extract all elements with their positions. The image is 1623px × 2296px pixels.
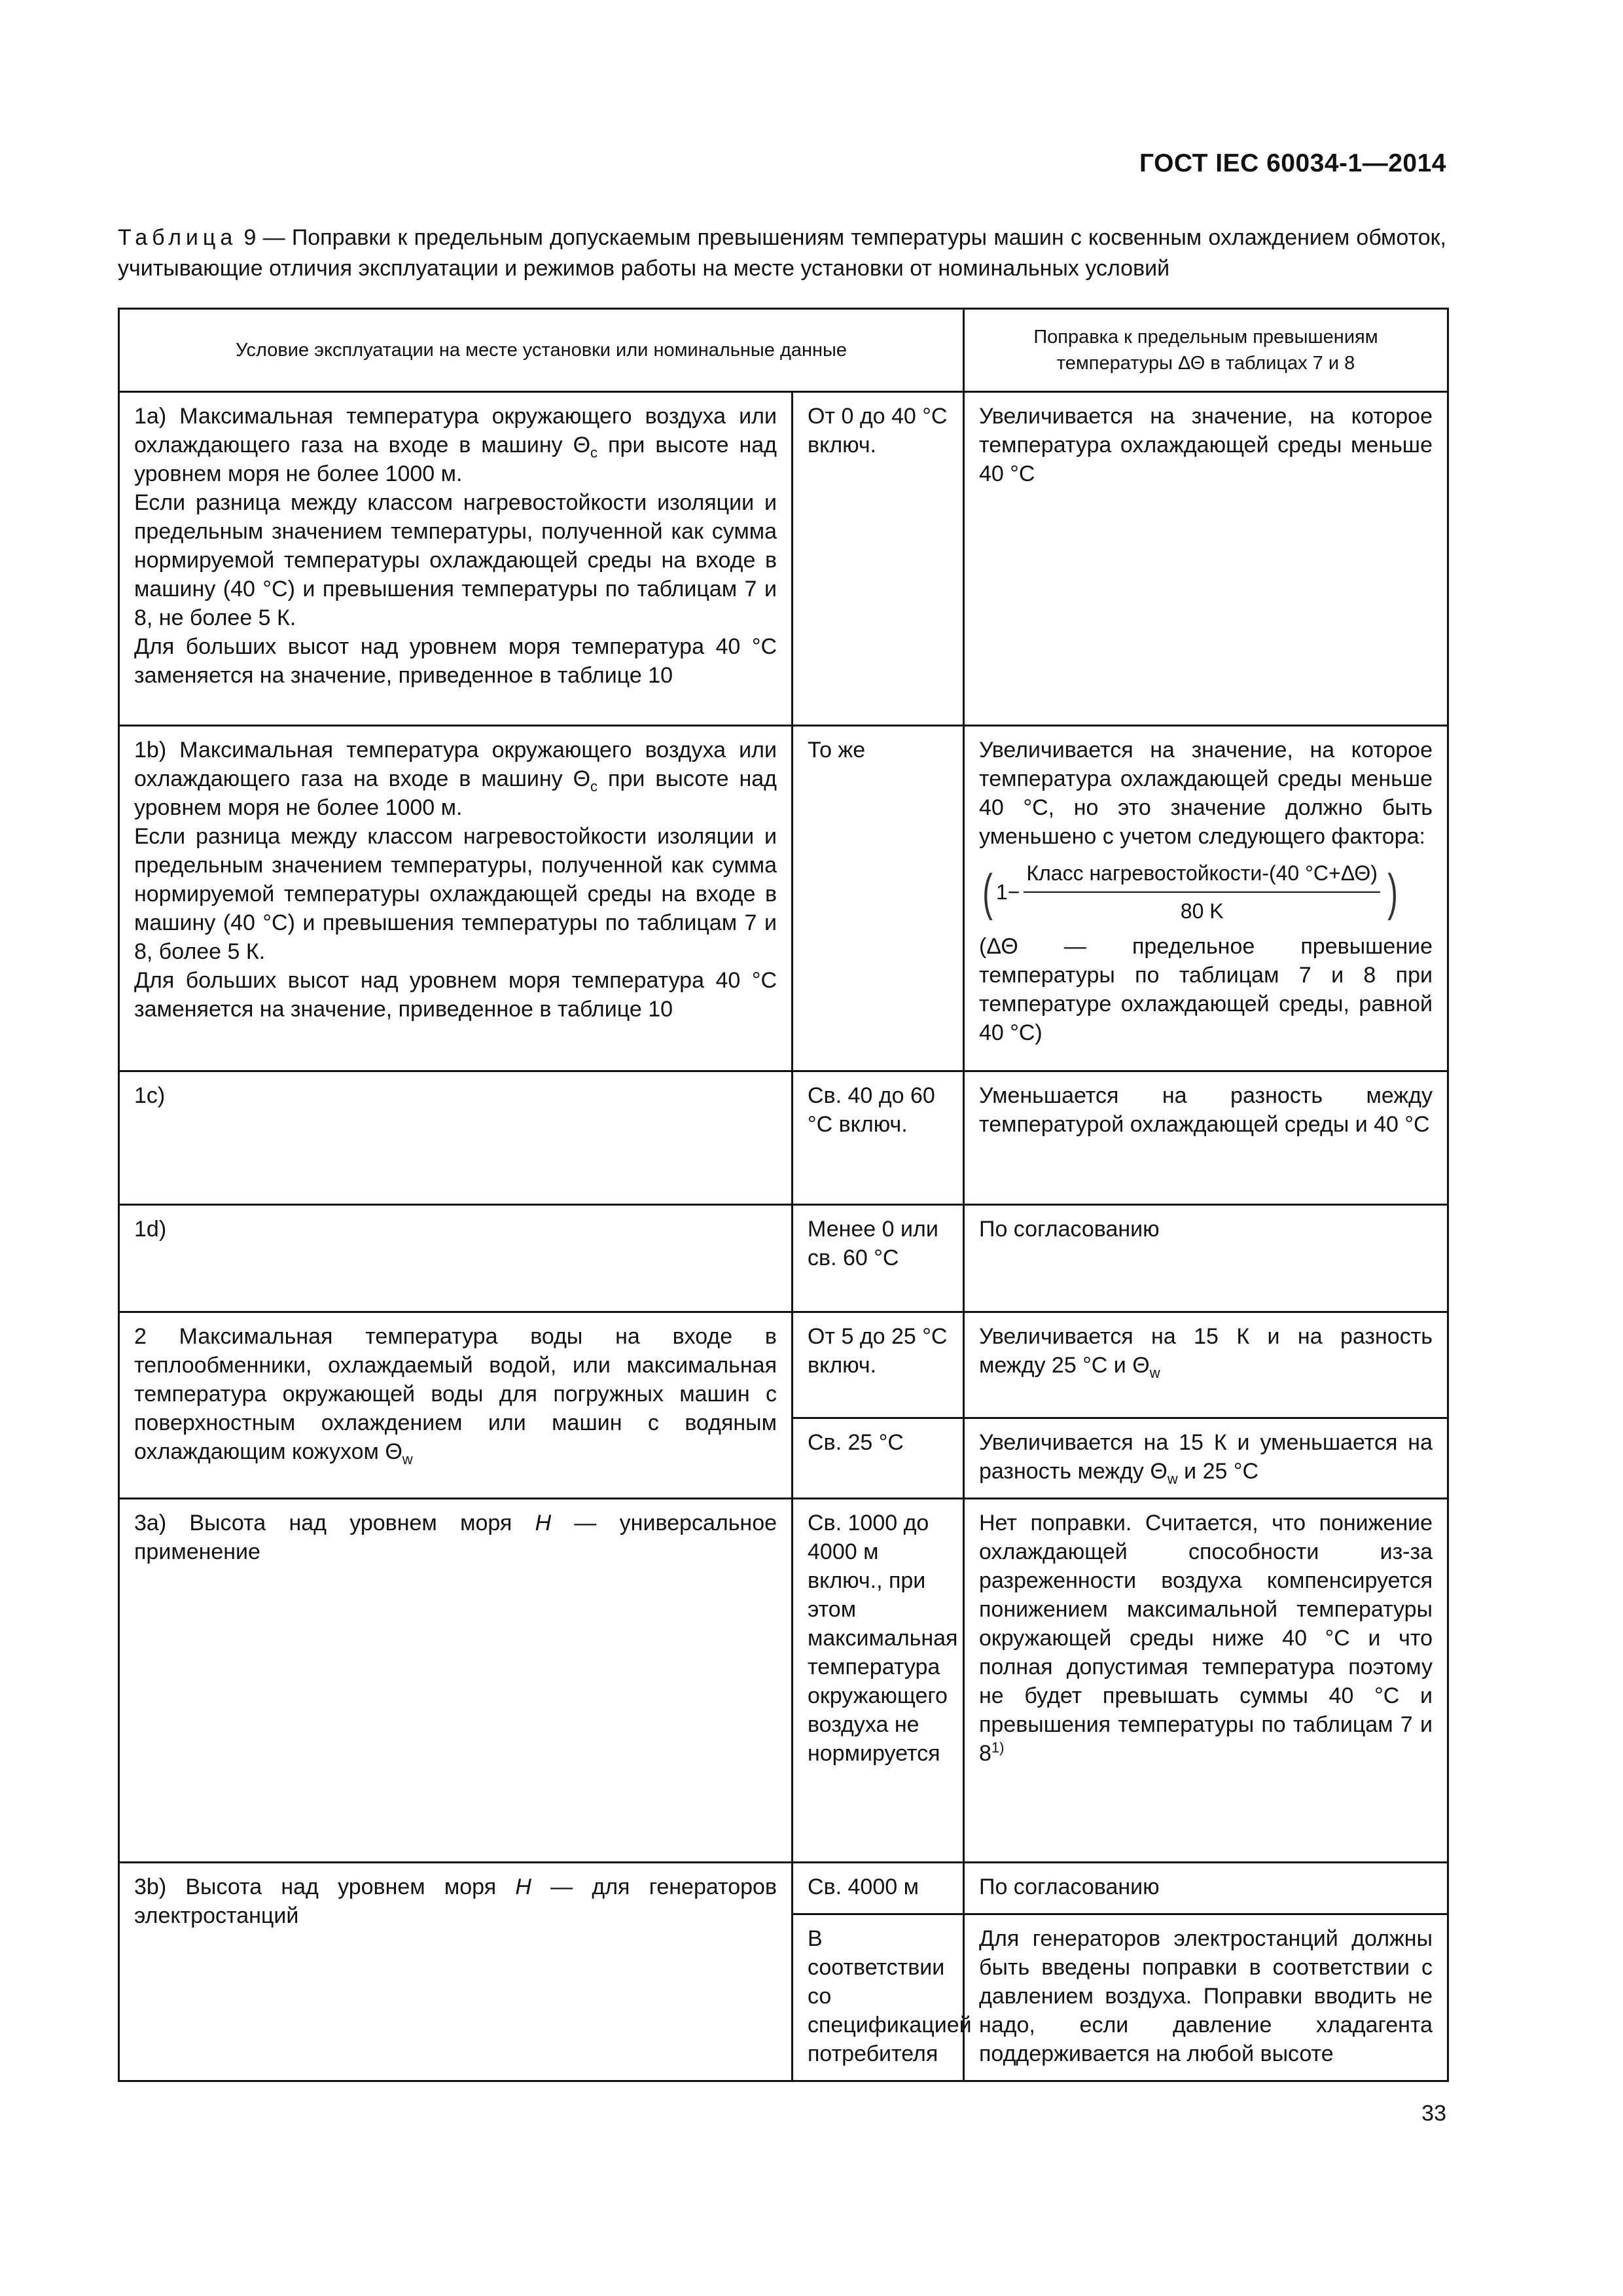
- row-1d-condition: 1d): [119, 1205, 793, 1312]
- formula-left-paren: (: [982, 863, 993, 921]
- row-1b-para-1: 1b) Максимальная температура окружающего воздуха или охлаждающего газа на входе в машину $\Theta_c$ при высоте над уровнем моря не более 1000 м.: [134, 738, 777, 820]
- row-3b-range-2: В соответствии со спецификацией потребителя: [793, 1914, 964, 2081]
- row-2-range-2: Св. 25 °С: [793, 1418, 964, 1499]
- row-1b-para-2: Если разница между классом нагревостойкости изоляции и предельным значением температуры, полученной как сумма нормируемой температуры охлаждающей среды на входе в машину (40 °С) и превышения температуры по таблицам 7 и 8, более 5 К.: [134, 824, 777, 964]
- row-2-range-1: От 5 до 25 °С включ.: [793, 1312, 964, 1418]
- row-1d-correction: По согласованию: [964, 1205, 1448, 1312]
- row-3a-range: Св. 1000 до 4000 м включ., при этом максимальная температура окружающего воздуха не нормируется: [793, 1499, 964, 1863]
- header-correction: Поправка к предельным превышениям температуры ΔΘ в таблицах 7 и 8: [964, 309, 1448, 392]
- row-1c-correction: Уменьшается на разность между температурой охлаждающей среды и 40 °С: [964, 1071, 1448, 1205]
- correction-factor-formula: [979, 859, 1433, 925]
- page-number: 33: [1421, 2101, 1446, 2126]
- row-1a-para-2: Если разница между классом нагревостойкости изоляции и предельным значением температуры, полученной как сумма нормируемой температуры охлаждающей среды на входе в машину (40 °С) и превышения температуры по таблицам 7 и 8, не более 5 К.: [134, 490, 777, 630]
- row-1b-para-3: Для больших высот над уровнем моря температура 40 °С заменяется на значение, приведенное в таблице 10: [134, 968, 777, 1022]
- document-id: ГОСТ IEC 60034-1—2014: [1139, 149, 1446, 177]
- row-1a-condition: [119, 392, 793, 726]
- row-1a-correction: Увеличивается на значение, на которое температура охлаждающей среды меньше 40 °С: [964, 392, 1448, 726]
- table-row: [119, 1312, 1448, 1418]
- table-row: [119, 1863, 1448, 1914]
- row-3b-correction-1: По согласованию: [964, 1863, 1448, 1914]
- header-condition: Условие эксплуатации на месте установки или номинальные данные: [119, 309, 964, 392]
- formula-one: 1−: [995, 880, 1020, 904]
- table-row: [119, 1205, 1448, 1312]
- row-3a-correction: Нет поправки. Считается, что понижение охлаждающей способности из-за разреженности воздуха компенсируется понижением максимальной температуры окружающей среды ниже 40 °С и что полная допустимая температура поэтому не будет превышать суммы 40 °С и превышения температуры по таблицам 7 и 8$^{1)}$: [964, 1499, 1448, 1863]
- table-row: [119, 392, 1448, 726]
- row-1c-condition: 1с): [119, 1071, 793, 1205]
- formula-numerator: Класс нагревостойкости-(40 °С+ΔΘ): [1024, 859, 1380, 893]
- row-1a-range: От 0 до 40 °С включ.: [793, 392, 964, 726]
- table-row: [119, 1071, 1448, 1205]
- table-row: [119, 1499, 1448, 1863]
- row-3a-condition: 3а) Высота над уровнем моря H — универсальное применение: [119, 1499, 793, 1863]
- footnote-ref: 1): [991, 1739, 1005, 1756]
- row-3b-condition: 3b) Высота над уровнем моря H — для генераторов электростанций: [119, 1863, 793, 2081]
- row-1d-range: Менее 0 или св. 60 °С: [793, 1205, 964, 1312]
- formula-fraction: [1024, 859, 1380, 925]
- row-1a-para-3: Для больших высот над уровнем моря температура 40 °С заменяется на значение, приведенное в таблице 10: [134, 634, 777, 688]
- row-3b-correction-2: Для генераторов электростанций должны быть введены поправки в соответствии с давлением воздуха. Поправки вводить не надо, если давление хладагента поддерживается на любой высоте: [964, 1914, 1448, 2081]
- row-1b-correction-text: Увеличивается на значение, на которое температура охлаждающей среды меньше 40 °С, но это значение должно быть уменьшено с учетом следующего фактора:: [979, 738, 1433, 849]
- corrections-table: [118, 308, 1449, 2082]
- row-1a-para-1: 1а) Максимальная температура окружающего воздуха или охлаждающего газа на входе в машину $\Theta_c$ при высоте над уровнем моря не более 1000 м.: [134, 404, 777, 486]
- formula-right-paren: ): [1387, 863, 1398, 921]
- row-1b-correction-note: (ΔΘ — предельное превышение температуры по таблицам 7 и 8 при температуре охлаждающей среды, равной 40 °С): [979, 934, 1433, 1045]
- row-1b-range: То же: [793, 726, 964, 1071]
- row-1c-range: Св. 40 до 60 °С включ.: [793, 1071, 964, 1205]
- row-1b-correction: [964, 726, 1448, 1071]
- table-header-row: [119, 309, 1448, 392]
- table-caption-text: 9 — Поправки к предельным допускаемым превышениям температуры машин с косвенным охлаждением обмоток, учитывающие отличия эксплуатации и режимов работы на месте установки от номинальных условий: [118, 225, 1446, 281]
- table-caption: [118, 223, 1446, 284]
- row-2-correction-1: Увеличивается на 15 К и на разность между 25 °С и $\Theta_w$: [964, 1312, 1448, 1418]
- table-caption-label: Таблица: [118, 225, 238, 250]
- row-3b-range-1: Св. 4000 м: [793, 1863, 964, 1914]
- row-2-correction-2: Увеличивается на 15 К и уменьшается на разность между $\Theta_w$ и 25 °С: [964, 1418, 1448, 1499]
- row-1b-condition: [119, 726, 793, 1071]
- formula-denominator: 80 K: [1180, 899, 1224, 923]
- row-2-condition: 2 Максимальная температура воды на входе в теплообменники, охлаждаемый водой, или максимальная температура окружающей воды для погружных машин с поверхностным охлаждением или машин с водяным охлаждающим кожухом $\Theta_w$: [119, 1312, 793, 1499]
- table-row: [119, 726, 1448, 1071]
